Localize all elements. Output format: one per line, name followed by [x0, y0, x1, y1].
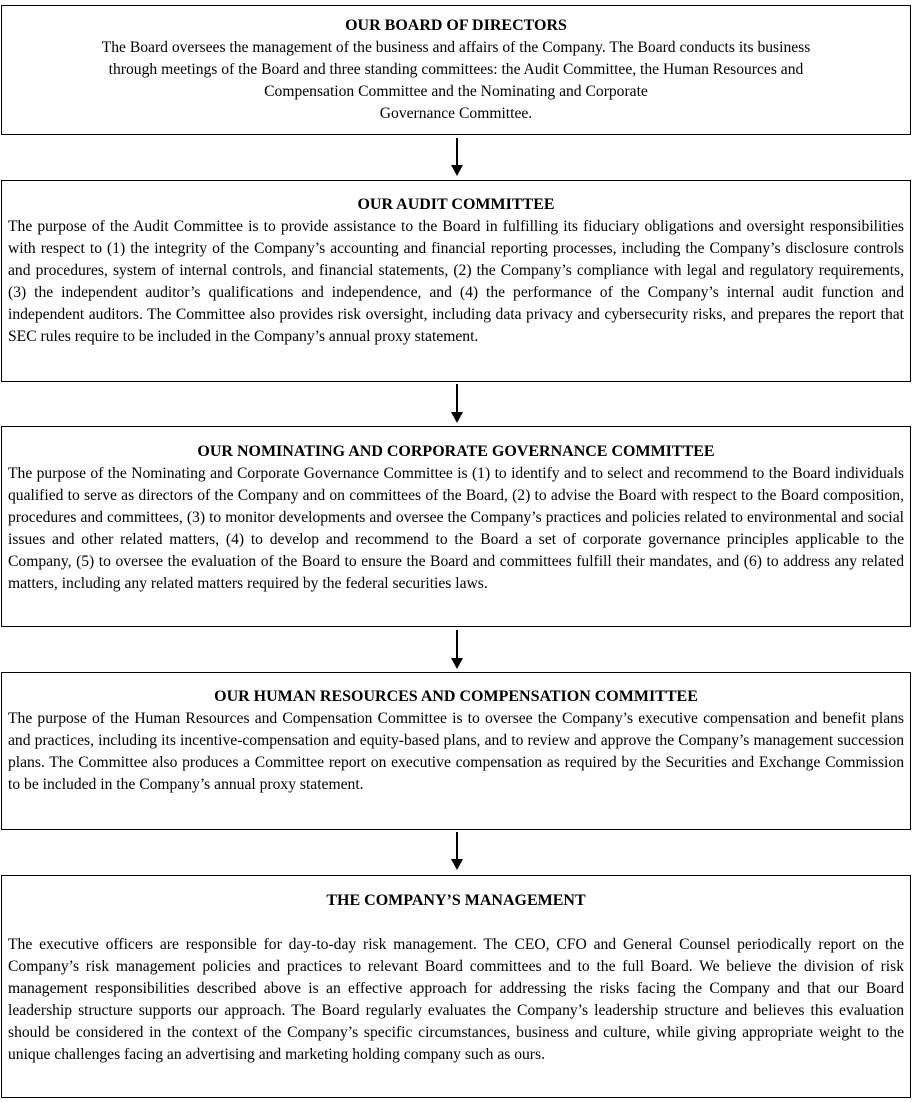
- board-description-line: The Board oversees the management of the business and affairs of the Company. The Board conducts its business: [101, 39, 811, 56]
- hr-committee-box: [1, 672, 911, 830]
- board-of-directors-box: [1, 5, 911, 135]
- hr-committee-description: The purpose of the Human Resources and Compensation Committee is to oversee the Company’s executive compensation and benefit plans and practices, including its incentive-compensation and equity-based plans, and to review and approve the Company’s management succession plans. The Committee also produces a Committee report on executive compensation as required by the Securities and Exchange Commission to be included in the Company’s annual proxy statement.: [8, 710, 904, 793]
- board-description: [8, 37, 904, 125]
- management-description: The executive officers are responsible for day-to-day risk management. The CEO, CFO and General Counsel periodically report on the Company’s risk management policies and practices to relevant Board committees and to the full Board. We believe the division of risk management responsibilities described above is an effective approach for addressing the risks facing the Company and that our Board leadership structure supports our approach. The Board regularly evaluates the Company’s leadership structure and believes this evaluation should be considered in the context of the Company’s specific circumstances, business and culture, while giving appropriate weight to the unique challenges facing an advertising and marketing holding company such as ours.: [8, 936, 904, 1063]
- down-arrow-icon: [450, 832, 464, 870]
- nominating-committee-box: [1, 426, 911, 627]
- board-title: OUR BOARD OF DIRECTORS: [345, 17, 567, 34]
- hr-committee-title: OUR HUMAN RESOURCES AND COMPENSATION COMMITTEE: [214, 688, 698, 705]
- audit-committee-title: OUR AUDIT COMMITTEE: [357, 196, 555, 213]
- board-description-line: Governance Committee.: [379, 105, 533, 122]
- audit-committee-description: The purpose of the Audit Committee is to provide assistance to the Board in fulfilling its fiduciary obligations and oversight responsibilities with respect to (1) the integrity of the Company’s accounting and financial reporting processes, including the Company’s disclosure controls and procedures, system of internal controls, and financial statements, (2) the Company’s compliance with legal and regulatory requirements, (3) the independent auditor’s qualifications and independence, and (4) the performance of the Company’s internal audit function and independent auditors. The Committee also provides risk oversight, including data privacy and cybersecurity risks, and prepares the report that SEC rules require to be included in the Company’s annual proxy statement.: [8, 218, 904, 345]
- down-arrow-icon: [450, 384, 464, 423]
- down-arrow-icon: [450, 630, 464, 669]
- management-box: [1, 875, 911, 1098]
- down-arrow-icon: [450, 138, 464, 176]
- nominating-committee-title: OUR NOMINATING AND CORPORATE GOVERNANCE COMMITTEE: [197, 443, 715, 460]
- nominating-committee-description: The purpose of the Nominating and Corporate Governance Committee is (1) to identify and to select and recommend to the Board individuals qualified to serve as directors of the Company and on committees of the Board, (2) to advise the Board with respect to the Board composition, procedures and committees, (3) to monitor developments and oversee the Company’s practices and policies related to environmental and social issues and other related matters, (4) to develop and recommend to the Board a set of corporate governance principles applicable to the Company, (5) to oversee the evaluation of the Board to ensure the Board and committees fulfill their mandates, and (6) to address any related matters, including any related matters required by the federal securities laws.: [8, 465, 904, 592]
- board-description-line: Compensation Committee and the Nominating and Corporate: [264, 83, 648, 100]
- board-description-line: through meetings of the Board and three standing committees: the Audit Committee, the Human Resources and: [108, 61, 804, 78]
- management-title: THE COMPANY’S MANAGEMENT: [326, 892, 586, 909]
- audit-committee-box: [1, 180, 911, 382]
